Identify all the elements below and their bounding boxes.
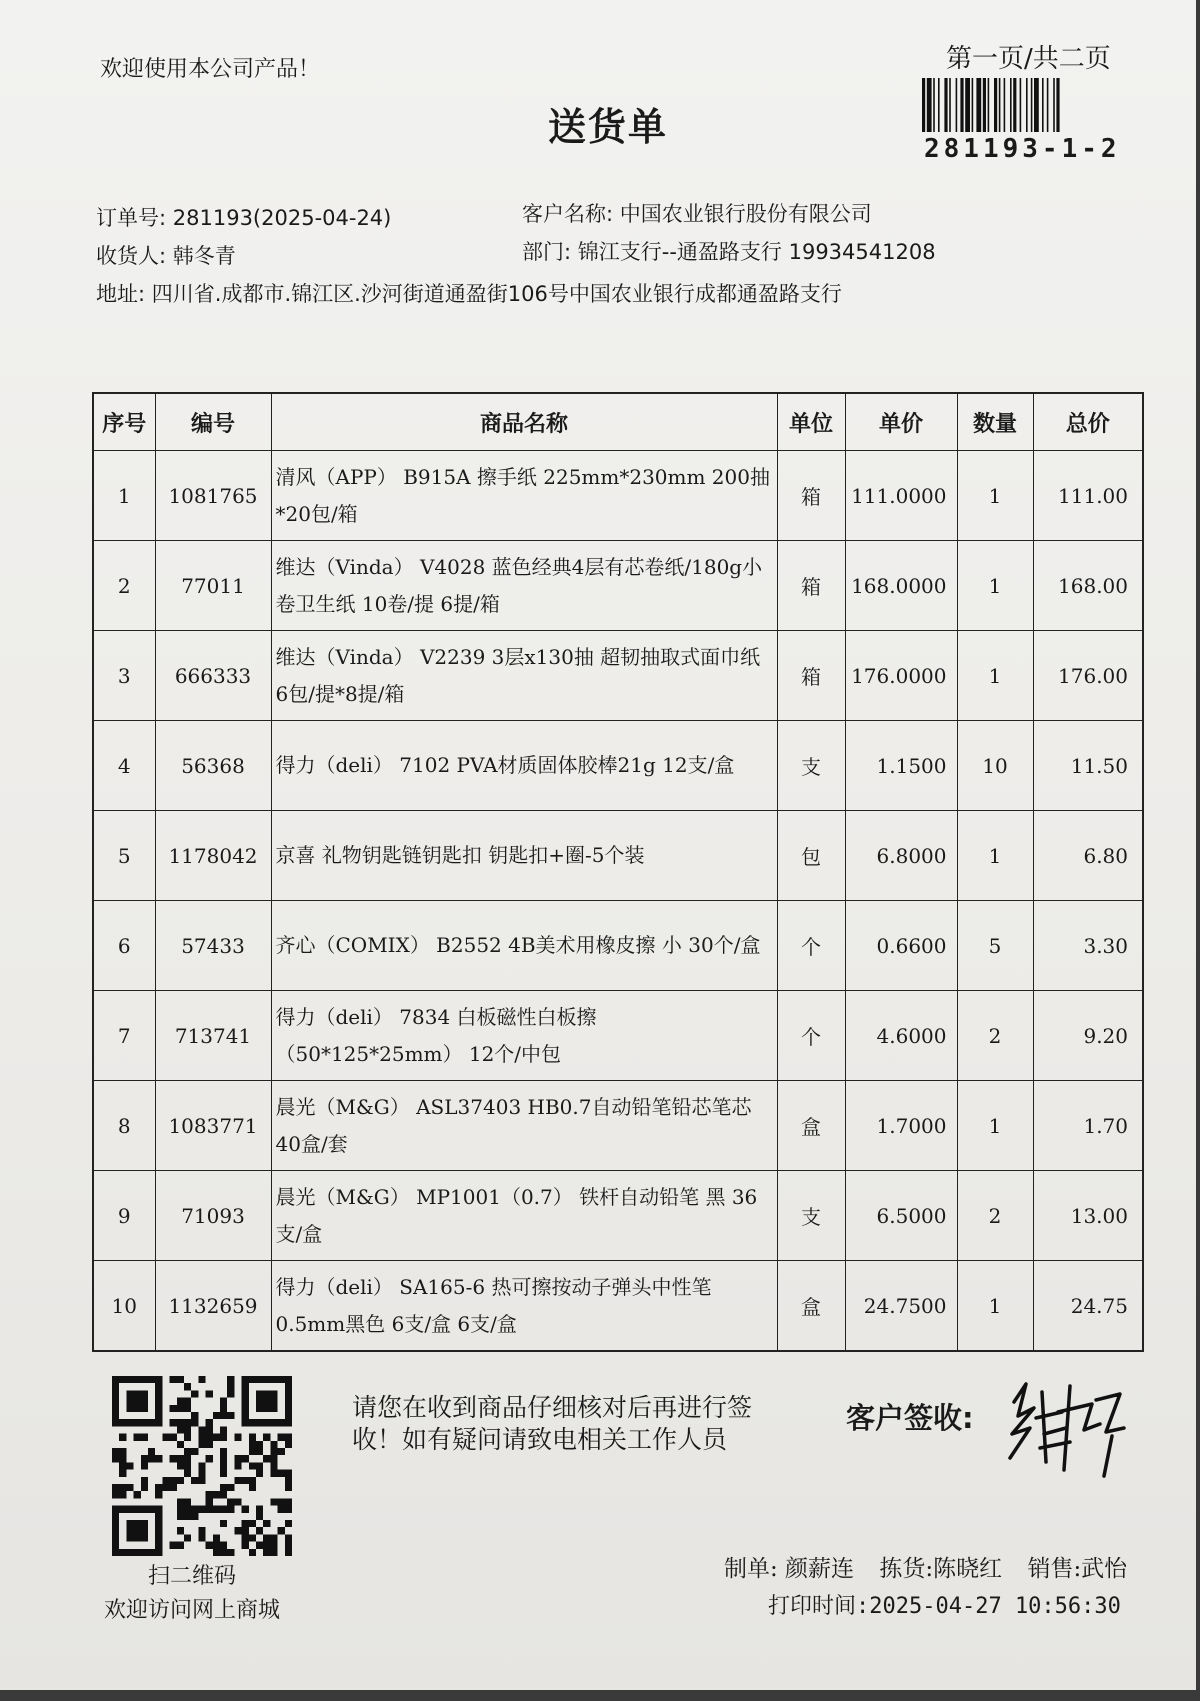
cell-no: 8 [93, 1081, 155, 1171]
cell-unit: 箱 [777, 451, 845, 541]
cell-total: 9.20 [1033, 991, 1143, 1081]
cell-price: 176.0000 [845, 631, 957, 721]
header-code: 编号 [155, 393, 271, 451]
cell-no: 1 [93, 451, 155, 541]
cell-name: 维达（Vinda） V2239 3层x130抽 超韧抽取式面巾纸 6包/提*8提/箱 [271, 631, 777, 721]
cell-code: 57433 [155, 901, 271, 991]
qr-code-icon [112, 1376, 292, 1556]
cell-price: 4.6000 [845, 991, 957, 1081]
cell-price: 1.7000 [845, 1081, 957, 1171]
header-total: 总价 [1033, 393, 1143, 451]
dept-label: 部门: [522, 240, 572, 264]
cell-price: 1.1500 [845, 721, 957, 811]
address-value: 四川省.成都市.锦江区.沙河街道通盈街106号中国农业银行成都通盈路支行 [151, 282, 842, 306]
cell-total: 11.50 [1033, 721, 1143, 811]
receiver-value: 韩冬青 [172, 244, 236, 268]
cell-price: 24.7500 [845, 1261, 957, 1352]
cell-qty: 1 [957, 811, 1033, 901]
cell-no: 7 [93, 991, 155, 1081]
cell-qty: 2 [957, 1171, 1033, 1261]
cell-unit: 个 [777, 901, 845, 991]
staff-info [724, 1550, 1145, 1583]
header-qty: 数量 [957, 393, 1033, 451]
cell-code: 1178042 [155, 811, 271, 901]
cell-qty: 1 [957, 631, 1033, 721]
items-table [92, 392, 1144, 1352]
cell-price: 111.0000 [845, 451, 957, 541]
cell-total: 1.70 [1033, 1081, 1143, 1171]
cell-code: 71093 [155, 1171, 271, 1261]
table-row [93, 991, 1143, 1081]
cell-code: 1083771 [155, 1081, 271, 1171]
cell-name: 得力（deli） 7834 白板磁性白板擦 （50*125*25mm） 12个/中包 [271, 991, 777, 1081]
cell-total: 111.00 [1033, 451, 1143, 541]
page-info: 第一页/共二页 [946, 44, 1111, 74]
cell-name: 晨光（M&G） MP1001（0.7） 铁杆自动铅笔 黑 36支/盒 [271, 1171, 777, 1261]
cell-unit: 盒 [777, 1261, 845, 1352]
cell-no: 10 [93, 1261, 155, 1352]
cell-no: 4 [93, 721, 155, 811]
table-row [93, 1171, 1143, 1261]
table-header-row [93, 393, 1143, 451]
document-title: 送货单 [548, 105, 669, 149]
cell-qty: 2 [957, 991, 1033, 1081]
cell-no: 3 [93, 631, 155, 721]
cell-no: 5 [93, 811, 155, 901]
cell-qty: 5 [957, 901, 1033, 991]
address-label: 地址: [96, 282, 146, 306]
header-name: 商品名称 [271, 393, 777, 451]
cell-unit: 个 [777, 991, 845, 1081]
cell-price: 0.6600 [845, 901, 957, 991]
receiver [96, 240, 236, 270]
cell-qty: 1 [957, 541, 1033, 631]
cell-unit: 箱 [777, 631, 845, 721]
table-row [93, 811, 1143, 901]
order-number [96, 202, 391, 232]
order-label: 订单号: [96, 206, 167, 230]
cell-code: 56368 [155, 721, 271, 811]
cell-unit: 盒 [777, 1081, 845, 1171]
cell-total: 3.30 [1033, 901, 1143, 991]
qr-caption [104, 1560, 280, 1628]
cell-name: 得力（deli） 7102 PVA材质固体胶棒21g 12支/盒 [271, 721, 777, 811]
table-row [93, 721, 1143, 811]
cell-code: 1081765 [155, 451, 271, 541]
cell-code: 77011 [155, 541, 271, 631]
cell-total: 13.00 [1033, 1171, 1143, 1261]
address [96, 278, 842, 308]
cell-name: 京喜 礼物钥匙链钥匙扣 钥匙扣+圈-5个装 [271, 811, 777, 901]
cell-total: 24.75 [1033, 1261, 1143, 1352]
cell-total: 176.00 [1033, 631, 1143, 721]
print-time: 打印时间:2025-04-27 10:56:30 [768, 1594, 1121, 1619]
header-price: 单价 [845, 393, 957, 451]
cell-no: 6 [93, 901, 155, 991]
qr-caption-line1: 扫二维码 [148, 1564, 237, 1589]
table-row [93, 1081, 1143, 1171]
cell-no: 2 [93, 541, 155, 631]
header-unit: 单位 [777, 393, 845, 451]
cell-unit: 支 [777, 1171, 845, 1261]
cell-qty: 1 [957, 1081, 1033, 1171]
signature-icon [1000, 1372, 1130, 1482]
cell-qty: 1 [957, 1261, 1033, 1352]
barcode-icon [922, 78, 1136, 132]
cell-unit: 包 [777, 811, 845, 901]
customer-name [522, 198, 872, 228]
welcome-text: 欢迎使用本公司产品！ [100, 57, 321, 82]
cell-qty: 1 [957, 451, 1033, 541]
cell-name: 得力（deli） SA165-6 热可擦按动子弹头中性笔0.5mm黑色 6支/盒 6支/盒 [271, 1261, 777, 1352]
table-row [93, 451, 1143, 541]
notice-text: 请您在收到商品仔细核对后再进行签收！如有疑问请致电相关工作人员 [352, 1393, 753, 1454]
cell-unit: 箱 [777, 541, 845, 631]
cell-name: 维达（Vinda） V4028 蓝色经典4层有芯卷纸/180g小卷卫生纸 10卷/提 6提/箱 [271, 541, 777, 631]
cell-unit: 支 [777, 721, 845, 811]
cell-code: 1132659 [155, 1261, 271, 1352]
qr-caption-line2: 欢迎访问网上商城 [104, 1598, 281, 1623]
customer-sign-label: 客户签收: [846, 1401, 974, 1435]
department [522, 236, 936, 266]
table-row [93, 541, 1143, 631]
table-row [93, 901, 1143, 991]
order-value: 281193(2025-04-24) [172, 206, 392, 230]
cell-qty: 10 [957, 721, 1033, 811]
receiver-label: 收货人: [96, 244, 167, 268]
cell-total: 6.80 [1033, 811, 1143, 901]
cell-price: 168.0000 [845, 541, 957, 631]
barcode-number: 281193-1-2 [924, 134, 1121, 164]
cell-name: 清风（APP） B915A 擦手纸 225mm*230mm 200抽*20包/箱 [271, 451, 777, 541]
cell-code: 666333 [155, 631, 271, 721]
sales: 销售:武怡 [1027, 1556, 1128, 1582]
cell-code: 713741 [155, 991, 271, 1081]
cell-name: 晨光（M&G） ASL37403 HB0.7自动铅笔铅芯笔芯40盒/套 [271, 1081, 777, 1171]
cell-price: 6.5000 [845, 1171, 957, 1261]
table-row [93, 1261, 1143, 1352]
cell-name: 齐心（COMIX） B2552 4B美术用橡皮擦 小 30个/盒 [271, 901, 777, 991]
cell-total: 168.00 [1033, 541, 1143, 631]
picker: 拣货:陈晓红 [879, 1556, 1003, 1582]
cell-no: 9 [93, 1171, 155, 1261]
maker: 制单: 颜薪连 [724, 1556, 855, 1582]
table-row [93, 631, 1143, 721]
customer-label: 客户名称: [522, 202, 614, 226]
header-no: 序号 [93, 393, 155, 451]
customer-value: 中国农业银行股份有限公司 [619, 202, 872, 226]
dept-value: 锦江支行--通盈路支行 19934541208 [577, 240, 936, 264]
cell-price: 6.8000 [845, 811, 957, 901]
